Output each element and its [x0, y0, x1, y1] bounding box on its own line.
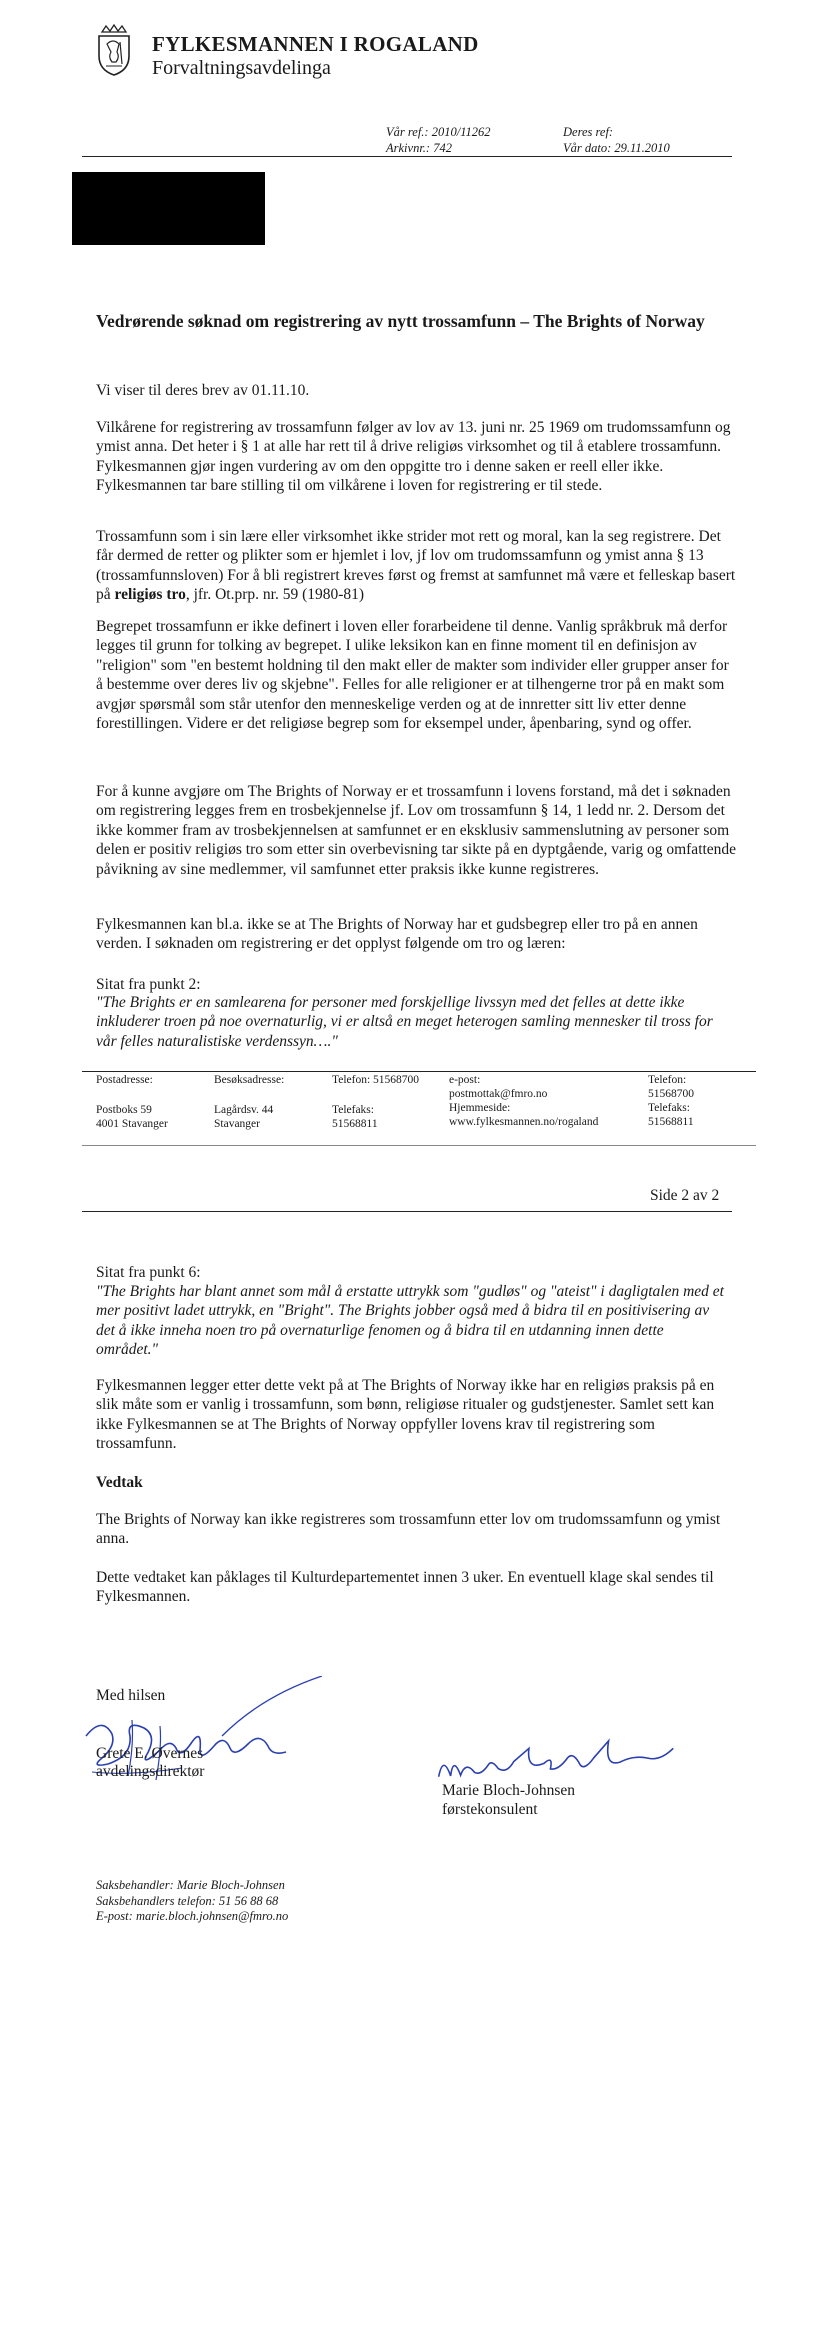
your-ref-label: Deres ref: — [563, 125, 614, 139]
case-handler — [96, 1878, 288, 1894]
footer-phone2-value: 51568700 — [648, 1088, 694, 1100]
footer-rule-bottom — [82, 1145, 756, 1146]
case-phone-label: Saksbehandlers telefon: — [96, 1893, 216, 1908]
footer-web-label: Hjemmeside: — [449, 1102, 511, 1114]
case-email-value[interactable]: marie.bloch.johnsen@fmro.no — [135, 1909, 289, 1923]
footer-email-value[interactable]: postmottak@fmro.no — [449, 1088, 548, 1100]
paragraph-registration-end: , jfr. Ot.prp. nr. 59 (1980-81) — [185, 586, 365, 604]
quote2-label: Sitat fra punkt 6: — [96, 1264, 201, 1281]
footer-postal-line2: 4001 Stavanger — [96, 1118, 168, 1130]
paragraph-observation: Fylkesmannen kan bl.a. ikke se at The Brights of Norway har et gudsbegrep eller tro på en annen verden. I søknaden om registrering er det opplyst følgende om tro og læren: — [96, 916, 698, 953]
footer-phone-label: Telefon: — [332, 1074, 371, 1086]
quote2-text: "The Brights har blant annet som mål å erstatte uttrykk som "gudløs" og "ateist" i dagligtalen med et mer positivt ladet uttrykk, en "Bright". The Brights jobber også med å bidra til en positivisering av det å ikke inneha noen tro på overnaturlige fenomen og å bidra til en utdanning innen dette området." — [96, 1283, 724, 1359]
footer-visit-line2: Stavanger — [214, 1118, 260, 1130]
signer1-name: Grete E. Øvernes — [96, 1745, 204, 1762]
footer-postal-line1: Postboks 59 — [96, 1104, 152, 1116]
your-ref — [563, 124, 613, 140]
footer-visit-label: Besøksadresse: — [214, 1074, 285, 1086]
footer-phone-value: 51568700 — [373, 1074, 420, 1086]
case-handler-label: Saksbehandler: — [96, 1878, 174, 1892]
org-name: FYLKESMANNEN I ROGALAND — [152, 32, 479, 56]
letterhead — [96, 24, 526, 94]
our-date-value: 29.11.2010 — [614, 141, 670, 155]
signer2-title: førstekonsulent — [442, 1801, 538, 1818]
archive-ref — [386, 140, 452, 156]
page-number-rule — [82, 1211, 732, 1212]
religious-faith-emphasis: religiøs tro — [114, 586, 186, 604]
signer2-name: Marie Bloch-Johnsen — [442, 1782, 576, 1799]
footer-email-label: e-post: — [449, 1074, 481, 1086]
quote1-text: "The Brights er en samlearena for personer med forskjellige livssyn med det felles at dette ikke inkluderer troen på noe overnaturlig, vi er altså en meget heterogen samling mennesker til tross for vår felles naturalistiske verdenssyn…." — [96, 994, 713, 1050]
case-handler-value: Marie Bloch-Johnsen — [176, 1878, 285, 1892]
footer-postal-label: Postadresse: — [96, 1074, 153, 1086]
footer-web-value[interactable]: www.fylkesmannen.no/rogaland — [449, 1116, 599, 1128]
footer-web — [449, 1073, 639, 1129]
letter-title: Vedrørende søknad om registrering av nytt trossamfunn – The Brights of Norway — [96, 311, 705, 331]
footer-phone-fax-right — [648, 1073, 748, 1129]
footer-fax2-value: 51568811 — [648, 1116, 694, 1128]
our-date — [563, 140, 670, 156]
case-info — [96, 1878, 288, 1925]
decision-heading: Vedtak — [96, 1474, 143, 1491]
paragraph-registration — [96, 527, 738, 605]
paragraph-conditions: Vilkårene for registrering av trossamfunn følger av lov av 13. juni nr. 25 1969 om trudomssamfunn og ymist anna. Det heter i § 1 at alle har rett til å drive religiøs virksomhet og til å etablere trossamfunn. Fylkesmannen gjør ingen vurdering av om den oppgitte tro i denne saken er reell eller ikke. Fylkesmannen tar bare stilling til om vilkårene i loven for registrering er til stede. — [96, 419, 731, 495]
paragraph-registration-text: Trossamfunn som i sin lære eller virksomhet ikke strider mot rett og moral, kan la seg registrere. Det får dermed de retter og plikter som er hjemlet i lov, jf lov om trudomssamfunn og ymist anna § 13 (trossamfunnsloven) For å bli registrert kreves først og fremst at samfunnet må være et felleskap basert på — [96, 528, 736, 604]
our-ref-value: 2010/11262 — [431, 125, 491, 139]
case-phone — [96, 1894, 288, 1910]
footer-phone2-label: Telefon: — [648, 1074, 687, 1086]
closing-greeting: Med hilsen — [96, 1687, 166, 1704]
footer-fax2-label: Telefaks: — [648, 1102, 690, 1114]
paragraph-decision: The Brights of Norway kan ikke registreres som trossamfunn etter lov om trudomssamfunn og ymist anna. — [96, 1511, 721, 1548]
archive-label: Arkivnr.: — [386, 141, 431, 155]
paragraph-reference: Vi viser til deres brev av 01.11.10. — [96, 382, 310, 399]
footer-rule-top — [82, 1071, 756, 1072]
case-phone-value: 51 56 88 68 — [218, 1893, 279, 1908]
footer-visit-line1: Lagårdsv. 44 — [214, 1104, 274, 1116]
header-rule — [82, 156, 732, 157]
paragraph-definition: Begrepet trossamfunn er ikke definert i loven eller forarbeidene til denne. Vanlig språkbruk må derfor legges til grunn for tolking av begrepet. I ulike leksikon kan en finne moment til en definisjon av "religion" som "en bestemt holdning til den makt eller de makter som individer eller grupper anser for å bestemme over deres liv og skjebne". Felles for alle religioner er at tilhengerne tror på en makt som avgjør spørsmål som står utenfor den menneskelige verden og at de innretter sitt liv etter denne forestillingen. Videre er det religiøse begrep som for eksempel under, åpenbaring, synd og offer. — [96, 618, 729, 733]
footer-postal — [96, 1073, 206, 1131]
page-number: Side 2 av 2 — [650, 1187, 720, 1204]
coat-of-arms-icon — [96, 24, 132, 76]
paragraph-conclusion: Fylkesmannen legger etter dette vekt på at The Brights of Norway ikke har en religiøs praksis på en slik måte som er vanlig i trossamfunn, som bønn, religiøse ritualer og gudstjenester. Samlet sett kan ikke Fylkesmannen se at The Brights of Norway oppfyller lovens krav til registrering som trossamfunn. — [96, 1377, 715, 1453]
our-ref — [386, 124, 491, 140]
footer-visit — [214, 1073, 324, 1131]
footer-fax-label: Telefaks: — [332, 1104, 374, 1116]
department-name: Forvaltningsavdelinga — [152, 57, 331, 79]
signer1-title: avdelingsdirektør — [96, 1763, 205, 1780]
paragraph-assessment: For å kunne avgjøre om The Brights of Norway er et trossamfunn i lovens forstand, må det i søknaden om registrering legges frem en trosbekjennelse jf. Lov om trossamfunn § 14, 1 ledd nr. 2. Dersom det ikke kommer fram av trosbekjennelsen at samfunnet er en eksklusiv sammenslutning av personer som delen er positiv religiøs tro som etter sin overbevisning tar sikte på en dyptgående, varig og omfattende påvikning av sine medlemmer, vil samfunnet etter praksis ikke kunne registreres. — [96, 783, 737, 878]
paragraph-appeal: Dette vedtaket kan påklages til Kulturdepartementet innen 3 uker. En eventuell klage skal sendes til Fylkesmannen. — [96, 1569, 714, 1606]
case-email-label: E-post: — [96, 1909, 133, 1923]
our-ref-label: Vår ref.: — [386, 125, 429, 139]
our-date-label: Vår dato: — [563, 141, 612, 155]
redacted-recipient-block — [72, 172, 265, 245]
archive-value: 742 — [433, 141, 452, 155]
footer-phone — [332, 1073, 442, 1087]
footer-phone-fax — [332, 1073, 442, 1131]
quote1-label: Sitat fra punkt 2: — [96, 976, 201, 993]
footer-fax-value: 51568811 — [332, 1118, 378, 1130]
case-email — [96, 1909, 288, 1925]
